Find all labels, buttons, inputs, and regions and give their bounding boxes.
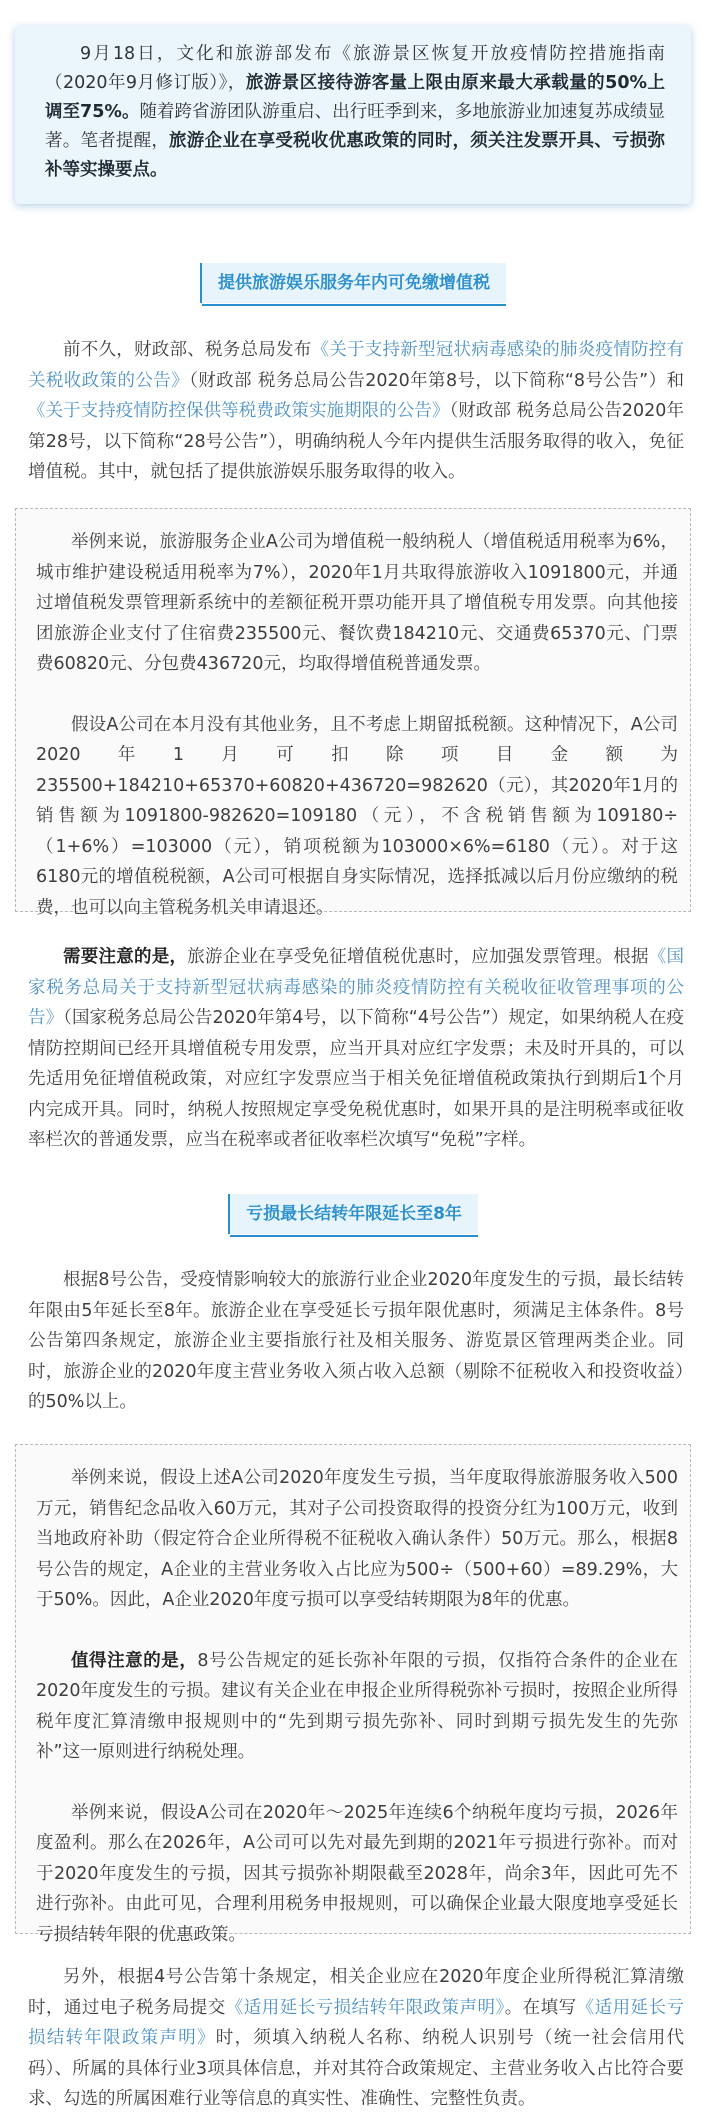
example-box-1-paragraph-1: 举例来说，旅游服务企业A公司为增值税一般纳税人（增值税适用税率为6%，城市维护建设税适用税率为7%），2020年1月共取得旅游收入1091800元，并通过增值税发票管理新系统中的差额征税开票功能开具了增值税专用发票。向其他接团旅游企业支付了住宿费235500元、餐饮费184210元、交通费65370元、门票费60820元、分包费436720元，均取得增值税普通发票。: [36, 532, 678, 674]
intro-text-2: 随着跨省游团队游重启、出行旺季到来，多地旅游业加速复苏成绩显著。笔者提醒，: [45, 102, 666, 151]
declaration-link-2[interactable]: 《适用延长亏损结转年限政策声明》: [28, 1997, 685, 2048]
example-box-2-paragraph-2: [36, 1646, 678, 1768]
section-1-paragraph-1: [28, 335, 684, 488]
example-box-2-paragraph-1: 举例来说，假设上述A公司2020年度发生亏损，当年度取得旅游服务收入500万元，销售纪念品收入60万元，其对子公司投资取得的投资分红为100万元，收到当地政府补助（假定符合企业所得税不征税收入确认条件）50万元。那么，根据8号公告的规定，A企业的主营业务收入占比应为500÷（500+60）=89.29%，大于50%。因此，A企业2020年度亏损可以享受结转期限为8年的优惠。: [36, 1468, 678, 1610]
s1p2-bold: 需要注意的是，: [63, 947, 188, 967]
example-box-2-bold: 值得注意的是，: [71, 1650, 198, 1671]
intro-text-1: 9月18日，文化和旅游部发布《旅游景区恢复开放疫情防控措施指南（2020年9月修订版）》，: [45, 44, 665, 93]
policy-link-8[interactable]: 《关于支持新型冠状病毒感染的肺炎疫情防控有关税收政策的公告》: [28, 340, 684, 391]
section-2-paragraph-1: 根据8号公告，受疫情影响较大的旅游行业企业2020年度发生的亏损，最长结转年限由5年延长至8年。旅游企业在享受延长亏损年限优惠时，须满足主体条件。8号公告第四条规定，旅游企业主要指旅行社及相关服务、游览景区管理两类企业。同时，旅游企业的2020年度主营业务收入须占收入总额（剔除不征税收入和投资收益）的50%以上。: [28, 1270, 684, 1412]
policy-link-28[interactable]: 《关于支持疫情防控保供等税费政策实施期限的公告》: [28, 401, 450, 421]
s2p2-text-1: 另外，根据4号公告第十条规定，相关企业应在2020年度企业所得税汇算清缴时，通过电子税务局提交: [28, 1967, 684, 2018]
s2p2-text-2: 。在填写: [504, 1997, 577, 2018]
example-box-2: [15, 1444, 691, 1945]
intro-bold-1: 旅游景区接待游客量上限由原来最大承载量的50%上调至75%。: [45, 73, 666, 122]
section-1-heading: [0, 263, 706, 303]
section-2-paragraph-2: [28, 1962, 684, 2115]
example-box-2-paragraph-3: 举例来说，假设A公司在2020年～2025年连续6个纳税年度均亏损，2026年度盈利。那么在2026年，A公司可以先对最先到期的2021年亏损进行弥补。而对于2020年度发生的亏损，因其亏损弥补期限截至2028年，尚余3年，因此可先不进行弥补。由此可见，合理利用税务申报规则，可以确保企业最大限度地享受延长亏损结转年限的优惠政策。: [36, 1802, 678, 1945]
policy-link-4[interactable]: 《国家税务总局关于支持新型冠状病毒感染的肺炎疫情防控有关税收征收管理事项的公告》: [28, 947, 684, 1028]
s1p2-text-1: 旅游企业在享受免征增值税优惠时，应加强发票管理。根据: [187, 947, 649, 967]
section-2-heading-label: 亏损最长结转年限延长至8年: [228, 1194, 478, 1234]
s2p2-text-3: 时，须填入纳税人名称、纳税人识别号（统一社会信用代码）、所属的具体行业3项具体信息，并对其符合政策规定、主营业务收入占比符合要求、勾选的所属困难行业等信息的真实性、准确性、完整性负责。: [28, 2028, 685, 2109]
intro-paragraph: [45, 40, 665, 185]
declaration-link-1[interactable]: 《适用延长亏损结转年限政策声明》: [225, 1997, 505, 2018]
intro-bold-2: 旅游企业在享受税收优惠政策的同时，须关注发票开具、亏损弥补等实操要点。: [45, 131, 666, 180]
section-1-heading-label: 提供旅游娱乐服务年内可免缴增值税: [200, 263, 506, 303]
intro-summary-box: [15, 26, 691, 204]
s1p1-text-1: 前不久，财政部、税务总局发布: [63, 340, 312, 360]
s1p1-text-2: （财政部 税务总局公告2020年第8号，以下简称“8号公告”）和: [189, 370, 684, 391]
s1p2-text-2: （国家税务总局公告2020年第4号，以下简称“4号公告”）规定，如果纳税人在疫情防控期间已经开具增值税专用发票，应当开具对应红字发票；未及时开具的，可以先适用免征增值税政策，对应红字发票应当于相关免征增值税政策执行到期后1个月内完成开具。同时，纳税人按照规定享受免税优惠时，如果开具的是注明税率或征收率栏次的普通发票，应当在税率或者征收率栏次填写“免税”字样。: [28, 1008, 685, 1150]
example-box-2-paragraph-2-text: 8号公告规定的延长弥补年限的亏损，仅指符合条件的企业在2020年度发生的亏损。建议有关企业在申报企业所得税弥补亏损时，按照企业所得税年度汇算清缴申报规则中的“先到期亏损先弥补、同时到期亏损先发生的先弥补”这一原则进行纳税处理。: [36, 1650, 679, 1762]
section-1-paragraph-2: [28, 942, 684, 1156]
example-box-1: [15, 508, 691, 918]
s1p1-text-3: （财政部 税务总局公告2020年第28号，以下简称“28号公告”），明确纳税人今年内提供生活服务取得的收入，免征增值税。其中，就包括了提供旅游娱乐服务取得的收入。: [28, 401, 684, 482]
example-box-1-paragraph-2: 假设A公司在本月没有其他业务，且不考虑上期留抵税额。这种情况下，A公司2020年1月可扣除项目金额为235500+184210+65370+60820+436720=982620（元），其2020年1月的销售额为1091800-982620=109180（元），不含税销售额为109180÷（1+6%）=103000（元），销项税额为103000×6%=6180（元）。对于这6180元的增值税税额，A公司可根据自身实际情况，选择抵减以后月份应缴纳的税费，也可以向主管税务机关申请退还。: [36, 714, 678, 918]
section-2-heading: [0, 1194, 706, 1234]
